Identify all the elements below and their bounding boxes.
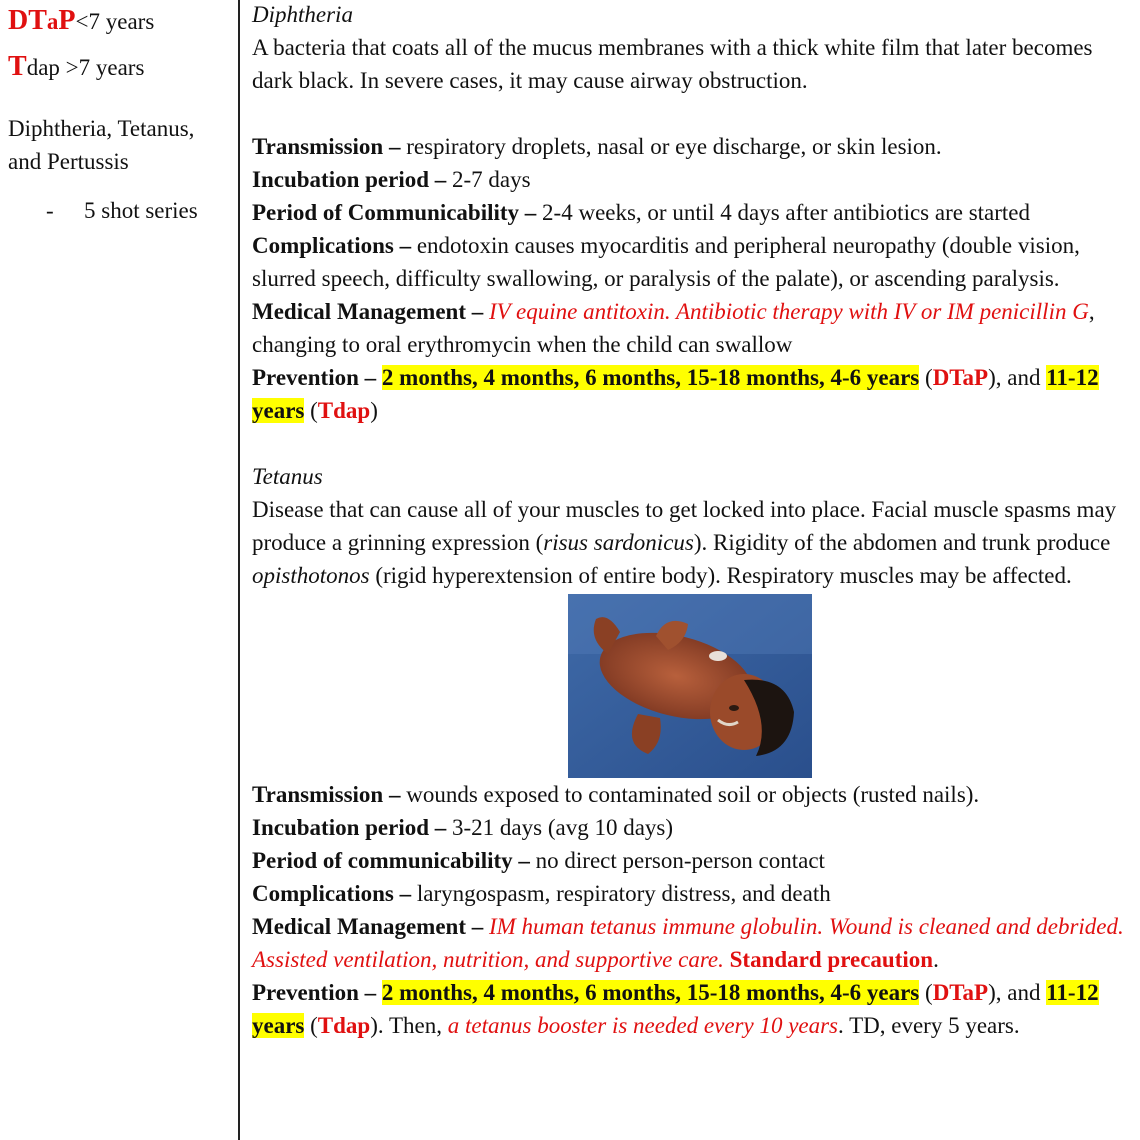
prevention-tdap: Tdap (317, 398, 371, 423)
management-red: IV equine antitoxin. Antibiotic therapy with IV or IM penicillin G (483, 299, 1089, 324)
prevention-adolescent: 11-12 years (252, 365, 1099, 423)
column-divider (238, 0, 240, 1140)
prevention-tdap: Tdap (317, 1013, 371, 1038)
incubation-label: Incubation period – (252, 815, 447, 840)
dtap-line (8, 4, 236, 50)
prevention-td: . TD, every 5 years. (838, 1013, 1020, 1038)
diphtheria-management (252, 295, 1130, 361)
tdap-age: dap >7 years (26, 55, 145, 80)
incubation-label: Incubation period – (252, 167, 447, 192)
photo-row (252, 592, 1130, 778)
tdap-line (8, 50, 236, 96)
incubation-text: 3-21 days (avg 10 days) (446, 815, 674, 840)
prevention-label: Prevention – (252, 980, 377, 1005)
complications-label: Complications – (252, 881, 412, 906)
management-label: Medical Management – (252, 299, 484, 324)
transmission-label: Transmission – (252, 134, 401, 159)
tdap-big: T (8, 51, 27, 82)
prevention-schedule: 2 months, 4 months, 6 months, 15-18 months, 4-6 years (381, 365, 920, 390)
risus-sardonicus: risus sardonicus (543, 530, 694, 555)
management-rest: , changing to oral erythromycin when the child can swallow (252, 299, 1095, 357)
complications-label: Complications – (252, 233, 412, 258)
transmission-text: wounds exposed to contaminated soil or objects (rusted nails). (400, 782, 980, 807)
prevention-schedule: 2 months, 4 months, 6 months, 15-18 months, 4-6 years (381, 980, 920, 1005)
series-item (0, 194, 236, 227)
main-content (252, 0, 1130, 1042)
prevention-dtap: DTaP (932, 980, 989, 1005)
tetanus-desc-3: (rigid hyperextension of entire body). Respiratory muscles may be affected. (369, 563, 1072, 588)
diphtheria-incubation (252, 163, 1130, 196)
tetanus-prevention: Prevention – 2 months, 4 months, 6 months, 15-18 months, 4-6 years (DTaP), and 11-12 years (Tdap). Then, a tetanus booster is needed every 10 years. TD, every 5 years. (252, 980, 1099, 1038)
diphtheria-prevention: Prevention – 2 months, 4 months, 6 months, 15-18 months, 4-6 years (DTaP), and 11-12 years (Tdap) (252, 365, 1099, 423)
diphtheria-transmission (252, 130, 1130, 163)
management-red: IM human tetanus immune globulin. Wound is cleaned and debrided. Assisted ventilation, nutrition, and supportive care. (252, 914, 1124, 972)
diphtheria-description: A bacteria that coats all of the mucus membranes with a thick white film that later becomes dark black. In severe cases, it may cause airway obstruction. (252, 35, 1093, 93)
tetanus-communicability (252, 844, 1130, 877)
tetanus-transmission (252, 778, 1130, 811)
tetanus-management: Medical Management – IM human tetanus immune globulin. Wound is cleaned and debrided. Assisted ventilation, nutrition, and supportive care. Standard precaution. (252, 914, 1124, 972)
prevention-dtap: DTaP (932, 365, 989, 390)
tetanus-patient-photo (568, 594, 812, 778)
communicability-label: Period of communicability – (252, 848, 530, 873)
tetanus-desc-2: ). Rigidity of the abdomen and trunk produce (693, 530, 1111, 555)
sidebar (0, 0, 236, 1140)
transmission-label: Transmission – (252, 782, 401, 807)
diphtheria-communicability (252, 196, 1130, 229)
prevention-then: ). Then, (370, 1013, 448, 1038)
diphtheria-heading: Diphtheria (252, 2, 353, 27)
communicability-label: Period of Communicability – (252, 200, 537, 225)
prevention-adolescent: 11-12 years (252, 980, 1099, 1038)
prevention-booster: a tetanus booster is needed every 10 years (447, 1013, 839, 1038)
dtap-big-1: DT (8, 5, 47, 36)
disease-list: Diphtheria, Tetanus, and Pertussis (8, 116, 195, 174)
diphtheria-complications (252, 229, 1130, 295)
transmission-text: respiratory droplets, nasal or eye discharge, or skin lesion. (400, 134, 942, 159)
spacer (252, 97, 1130, 130)
prevention-label: Prevention – (252, 365, 377, 390)
opisthotonos: opisthotonos (252, 563, 370, 588)
tetanus-desc-1: Disease that can cause all of your muscles to get locked into place. Facial muscle spasms may produce a grinning expression ( (252, 497, 1117, 555)
communicability-text: no direct person-person contact (529, 848, 825, 873)
dtap-age: <7 years (75, 9, 155, 34)
complications-text: laryngospasm, respiratory distress, and death (411, 881, 831, 906)
dtap-small: a (46, 9, 59, 34)
prevention-and: ), and (988, 980, 1041, 1005)
tetanus-incubation (252, 811, 1130, 844)
series-text: 5 shot series (84, 198, 198, 223)
tetanus-complications (252, 877, 1130, 910)
bullet: - (46, 198, 54, 223)
spacer (252, 427, 1130, 460)
dtap-big-2: P (58, 5, 76, 36)
management-precaution: Standard precaution (729, 947, 934, 972)
management-label: Medical Management – (252, 914, 484, 939)
prevention-and: ), and (988, 365, 1041, 390)
complications-text: endotoxin causes myocarditis and peripheral neuropathy (double vision, slurred speech, difficulty swallowing, or paralysis of the palate), or ascending paralysis. (252, 233, 1080, 291)
tetanus-heading: Tetanus (252, 464, 323, 489)
tetanus-description (252, 493, 1130, 592)
incubation-text: 2-7 days (446, 167, 531, 192)
communicability-text: 2-4 weeks, or until 4 days after antibiotics are started (536, 200, 1030, 225)
